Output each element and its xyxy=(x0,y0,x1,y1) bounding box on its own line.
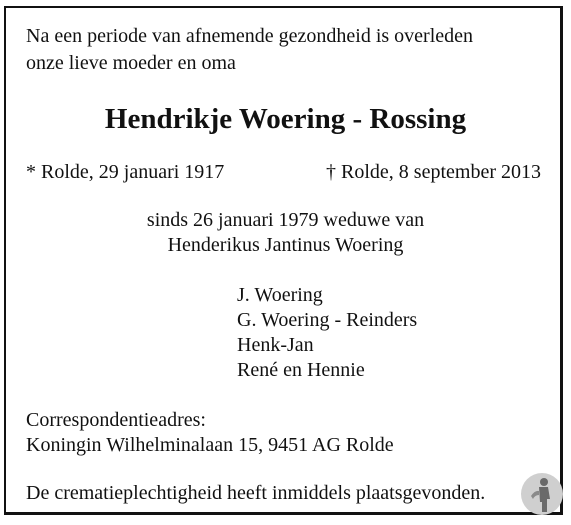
family-member: G. Woering - Reinders xyxy=(237,309,418,331)
family-member: René en Hennie xyxy=(237,359,365,381)
correspondence-label: Correspondentieadres: xyxy=(26,409,206,431)
family-member: J. Woering xyxy=(237,284,323,306)
birth-line: * Rolde, 29 januari 1917 xyxy=(26,161,225,183)
widow-line-1: sinds 26 januari 1979 weduwe van xyxy=(146,209,425,231)
family-member: Henk-Jan xyxy=(237,334,314,356)
closing-line: De crematieplechtigheid heeft inmiddels plaatsgevonden. xyxy=(26,482,486,504)
intro-line-1: Na een periode van afnemende gezondheid is overleden xyxy=(26,25,474,47)
death-line: † Rolde, 8 september 2013 xyxy=(326,161,541,183)
correspondence-address: Koningin Wilhelminalaan 15, 9451 AG Rolde xyxy=(26,434,394,456)
memorial-figure-logo xyxy=(520,472,564,516)
widow-line-2: Henderikus Jantinus Woering xyxy=(167,234,404,256)
intro-line-2: onze lieve moeder en oma xyxy=(26,52,236,74)
deceased-name: Hendrikje Woering - Rossing xyxy=(104,103,467,135)
